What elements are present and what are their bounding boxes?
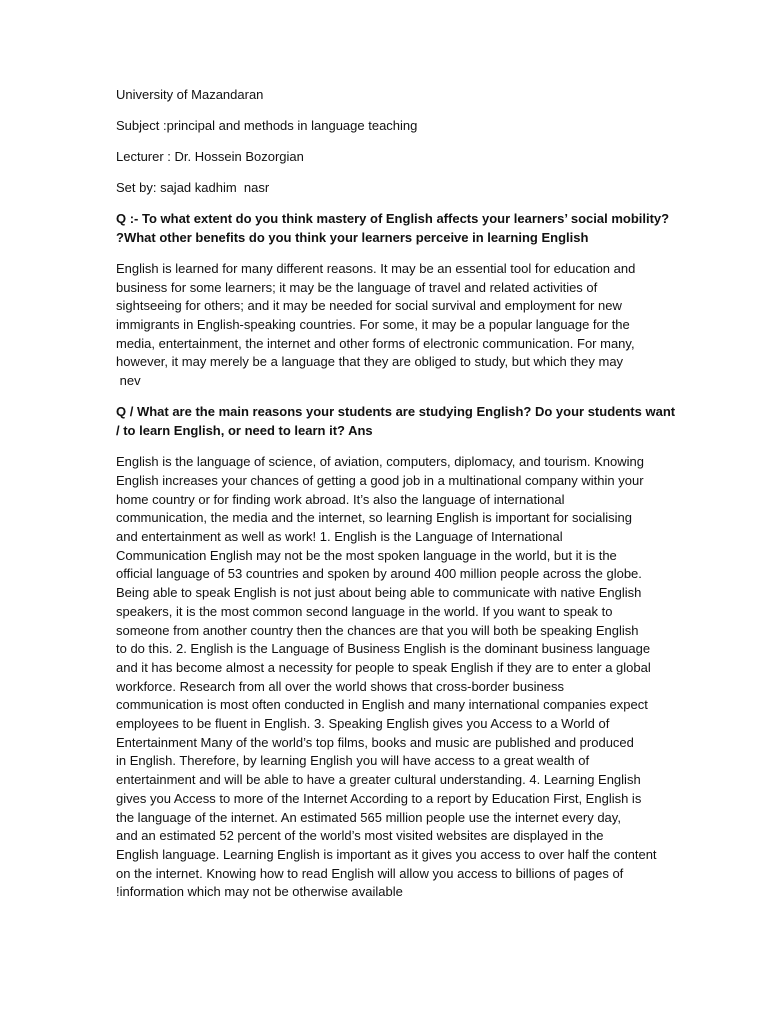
- answer-1-line: media, entertainment, the internet and other forms of electronic communication. For many,: [116, 335, 635, 351]
- answer-2-line: Communication English may not be the most spoken language in the world, but it is the: [116, 547, 617, 563]
- question-1-line: Q :- To what extent do you think mastery of English affects your learners’ social mobility?: [116, 211, 670, 226]
- university-name: University of Mazandaran: [116, 87, 264, 102]
- answer-2-line: home country or for finding work abroad. It’s also the language of international: [116, 491, 565, 507]
- answer-1-line: business for some learners; it may be the language of travel and related activities of: [116, 279, 598, 295]
- answer-1-line: immigrants in English-speaking countries. For some, it may be a popular language for the: [116, 317, 630, 333]
- answer-1-line: sightseeing for others; and it may be needed for social survival and employment for new: [116, 298, 622, 314]
- question-1-line: ?What other benefits do you think your learners perceive in learning English: [116, 229, 589, 245]
- answer-2-line: someone from another country then the chances are that you will both be speaking English: [116, 622, 639, 638]
- answer-2-line: official language of 53 countries and spoken by around 400 million people across the globe.: [116, 566, 642, 582]
- answer-2-line: speakers, it is the most common second language in the world. If you want to speak to: [116, 603, 613, 619]
- answer-2-line: and it has become almost a necessity for people to speak English if they are to enter a global: [116, 659, 651, 675]
- answer-2-line: in English. Therefore, by learning English you will have access to a great wealth of: [116, 753, 590, 769]
- answer-2-line: Being able to speak English is not just about being able to communicate with native English: [116, 585, 642, 601]
- question-2: [116, 403, 676, 440]
- lecturer-line: Lecturer : Dr. Hossein Bozorgian: [116, 149, 304, 164]
- answer-2-line: communication, the media and the internet, so learning English is important for socialising: [116, 510, 632, 526]
- answer-2-line: !information which may not be otherwise available: [116, 884, 403, 900]
- answer-2-line: English is the language of science, of aviation, computers, diplomacy, and tourism. Knowing: [116, 454, 644, 470]
- question-1: [116, 210, 670, 247]
- answer-2-line: gives you Access to more of the Internet According to a report by Education First, English is: [116, 790, 642, 806]
- answer-2: [116, 453, 656, 902]
- answer-1-line: English is learned for many different reasons. It may be an essential tool for education and: [116, 260, 636, 276]
- subject-line: Subject :principal and methods in language teaching: [116, 118, 418, 133]
- answer-2-line: on the internet. Knowing how to read English will allow you access to billions of pages of: [116, 865, 624, 881]
- answer-2-line: employees to be fluent in English. 3. Speaking English gives you Access to a World of: [116, 716, 610, 732]
- answer-2-line: entertainment and will be able to have a greater cultural understanding. 4. Learning English: [116, 772, 641, 788]
- answer-1: [116, 260, 656, 391]
- author-line: Set by: sajad kadhim nasr: [116, 180, 270, 195]
- answer-1-line: however, it may merely be a language that they are obliged to study, but which they may: [116, 354, 624, 370]
- answer-2-line: English increases your chances of getting a good job in a multinational company within your: [116, 472, 644, 488]
- question-2-line: Q / What are the main reasons your students are studying English? Do your students want: [116, 404, 676, 420]
- answer-2-line: and an estimated 52 percent of the world’s most visited websites are displayed in the: [116, 828, 604, 844]
- answer-2-line: the language of the internet. An estimated 565 million people use the internet every day,: [116, 809, 621, 825]
- answer-2-line: Entertainment Many of the world’s top films, books and music are published and produced: [116, 734, 634, 750]
- answer-2-line: to do this. 2. English is the Language of Business English is the dominant business language: [116, 641, 651, 657]
- answer-2-line: communication is most often conducted in English and many international companies expect: [116, 697, 648, 713]
- question-2-line: / to learn English, or need to learn it? Ans: [116, 423, 373, 439]
- answer-2-line: and entertainment as well as work! 1. English is the Language of International: [116, 529, 563, 545]
- answer-1-line: nev: [116, 373, 141, 389]
- answer-2-line: workforce. Research from all over the world shows that cross-border business: [116, 678, 564, 694]
- answer-2-line: English language. Learning English is important as it gives you access to over half the content: [116, 847, 657, 862]
- document-page: [116, 86, 676, 915]
